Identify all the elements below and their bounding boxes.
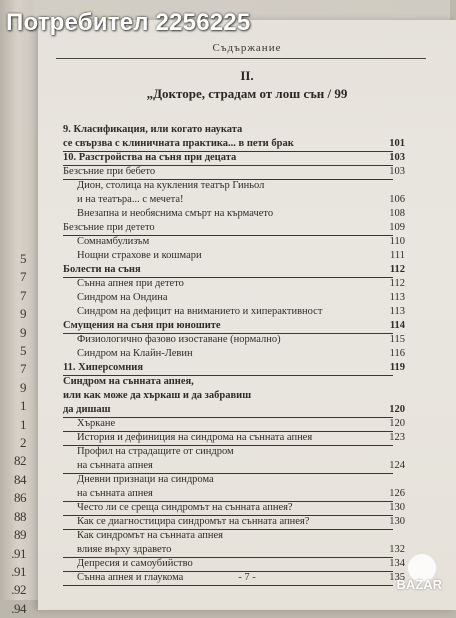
chapter-title: „Докторе, страдам от лош сън / 99	[146, 86, 348, 101]
toc-entry-page: 112	[389, 278, 405, 289]
toc-entry-page: 134	[389, 558, 405, 569]
toc-entry-page: 120	[389, 404, 405, 415]
toc-entry	[63, 235, 405, 249]
watermark-user-label: Потребител 2256225	[6, 9, 251, 36]
toc-entry	[63, 431, 405, 446]
toc-entry-title: Профил на страдащите от синдром	[77, 446, 234, 457]
toc-entry-title: 11. Хиперсомния	[63, 362, 143, 373]
toc-entry	[63, 165, 405, 180]
toc-entry-page: 103	[389, 152, 405, 163]
toc-entry-page: 126	[389, 488, 405, 499]
toc-entry-title: 9. Класификация, или когато науката	[63, 124, 243, 135]
adjacent-page-number: 9	[20, 324, 26, 340]
toc-entry-page: 130	[389, 502, 405, 513]
toc-entry-page: 112	[389, 264, 405, 275]
toc-entry-page: 101	[389, 138, 405, 149]
logo-text: BAZAR	[396, 577, 442, 592]
adjacent-page-number: 1	[20, 398, 26, 414]
toc-entry	[63, 487, 405, 502]
toc-entry-title: се свързва с клиничната практика... в пети брак	[63, 138, 294, 149]
adjacent-page-number: 82	[14, 453, 26, 469]
toc-entry-page: 132	[389, 544, 405, 555]
book-page	[38, 20, 456, 610]
toc-entry-title: Физиологично фазово изоставане (нормално)	[77, 334, 281, 345]
toc-entry	[63, 179, 393, 193]
toc-entry	[63, 417, 405, 432]
adjacent-page-number: .92	[11, 582, 26, 598]
adjacent-page-number: 7	[20, 269, 26, 285]
toc-entry-page: 116	[389, 348, 405, 359]
adjacent-page-number: 7	[20, 361, 26, 377]
toc-entry-title: да дишаш	[63, 404, 111, 415]
toc-entry-page: 111	[390, 250, 405, 261]
toc-entry	[63, 193, 405, 207]
adjacent-page-number: 86	[14, 490, 26, 506]
toc-entry	[63, 291, 405, 305]
adjacent-page-number: 1	[20, 416, 26, 432]
toc-entry	[63, 473, 393, 487]
toc-entry-title: Болести на съня	[63, 264, 141, 275]
toc-entry-title: Дион, столица на кукления театър Гиньол	[77, 180, 265, 191]
adjacent-page-number: 9	[20, 306, 26, 322]
toc-entry-page: 135	[389, 572, 405, 583]
toc-entry-title: Сънна апнея при детето	[77, 278, 184, 289]
adjacent-page-number: 89	[14, 527, 26, 543]
toc-entry-title: Сънна апнея и глаукома	[77, 572, 184, 583]
toc-entry-page: 124	[389, 460, 405, 471]
adjacent-page-number: 5	[20, 343, 26, 359]
adjacent-page-number: 84	[14, 471, 26, 487]
toc-entry-title: Безсъние при бебето	[63, 166, 156, 177]
toc-entry	[63, 123, 393, 137]
toc-entry-page: 120	[389, 418, 405, 429]
toc-entry	[63, 459, 405, 474]
adjacent-page-number: 2	[20, 435, 26, 451]
toc-entry	[63, 403, 405, 418]
toc-entry-title: на сънната апнея	[77, 460, 153, 471]
toc-entry-page: 130	[389, 516, 405, 527]
toc-entry-title: Сомнамбулизъм	[77, 236, 150, 247]
toc-entry	[63, 501, 405, 516]
toc-entry-page: 110	[389, 236, 405, 247]
toc-entry-title: и на театъра... с мечета!	[77, 194, 184, 205]
toc-entry-page: 123	[389, 432, 405, 443]
toc-entry-title: на сънната апнея	[77, 488, 153, 499]
toc-entry	[63, 305, 405, 319]
adjacent-page-number: .91	[11, 545, 26, 561]
toc-entry-page: 114	[389, 320, 405, 331]
toc-entry	[63, 151, 405, 166]
toc-entry-page: 113	[389, 306, 405, 317]
chapter-number: II.	[240, 68, 254, 83]
toc-entry-title: Синдром на сънната апнея,	[63, 376, 194, 387]
toc-entry-title: Внезапна и необяснима смърт на кърмачето	[77, 208, 274, 219]
toc-entry-page: 113	[389, 292, 405, 303]
toc-entry-title: Синдром на Клайн-Левин	[77, 348, 193, 359]
toc-entry	[63, 361, 405, 376]
toc-entry	[63, 445, 393, 459]
toc-entry	[63, 515, 405, 530]
toc-entry	[63, 319, 405, 334]
header-rule	[56, 58, 426, 59]
toc-entry	[63, 557, 405, 572]
toc-entry	[63, 543, 405, 558]
toc-entry	[63, 529, 393, 543]
toc-entry	[63, 347, 405, 361]
adjacent-page-number: 88	[14, 508, 26, 524]
toc-entry-title: или как може да хъркаш и да забравиш	[63, 390, 252, 401]
toc-entry-title: Депресия и самоубийство	[77, 558, 193, 569]
toc-entry-title: Безсъние при детето	[63, 222, 155, 233]
toc-entry-title: Хъркане	[77, 418, 116, 429]
toc-entry-title: Синдром на дефицит на вниманието и хиперактивност	[77, 306, 323, 317]
toc-entry-title: Как синдромът на сънната апнея	[77, 530, 223, 541]
toc-entry	[63, 207, 405, 221]
toc-entry	[63, 389, 393, 403]
toc-entry	[63, 375, 393, 389]
toc-entry-page: 103	[389, 166, 405, 177]
page-number: - 7 -	[238, 572, 256, 583]
toc-entry-title: влияе върху здравето	[77, 544, 172, 555]
toc-entry-page: 108	[389, 208, 405, 219]
adjacent-page-number: 7	[20, 287, 26, 303]
toc-entry-title: История и дефиниция на синдрома на сънната апнея	[77, 432, 313, 443]
toc-entry-page: 115	[389, 334, 405, 345]
toc-entry	[63, 277, 405, 291]
toc-entry-title: 10. Разстройства на съня при децата	[63, 152, 237, 163]
adjacent-page-number: .91	[11, 563, 26, 579]
toc-entry	[63, 333, 405, 347]
adjacent-page-number: .94	[11, 600, 26, 616]
toc-entry-page: 109	[389, 222, 405, 233]
toc-entry-title: Как се диагностицира синдромът на сънната апнея?	[77, 516, 310, 527]
toc-entry	[63, 249, 405, 263]
toc-entry-title: Нощни страхове и кошмари	[77, 250, 202, 261]
toc-entry	[63, 263, 405, 278]
adjacent-page-number: 5	[20, 251, 26, 266]
running-header: Съдържание	[212, 42, 282, 54]
toc-entry-title: Смущения на съня при юношите	[63, 320, 221, 331]
bazar-logo	[378, 550, 442, 594]
toc-entry	[63, 137, 405, 152]
toc-entry	[63, 221, 405, 236]
toc-entry-title: Синдром на Ондина	[77, 292, 168, 303]
toc-entry-title: Често ли се среща синдромът на сънната апнея?	[77, 502, 293, 513]
toc-entry-title: Дневни признаци на синдрома	[77, 474, 214, 485]
toc-entry-page: 106	[389, 194, 405, 205]
adjacent-page-number: 9	[20, 379, 26, 395]
toc-entry-page: 119	[389, 362, 405, 373]
adjacent-page-numbers	[0, 250, 30, 618]
